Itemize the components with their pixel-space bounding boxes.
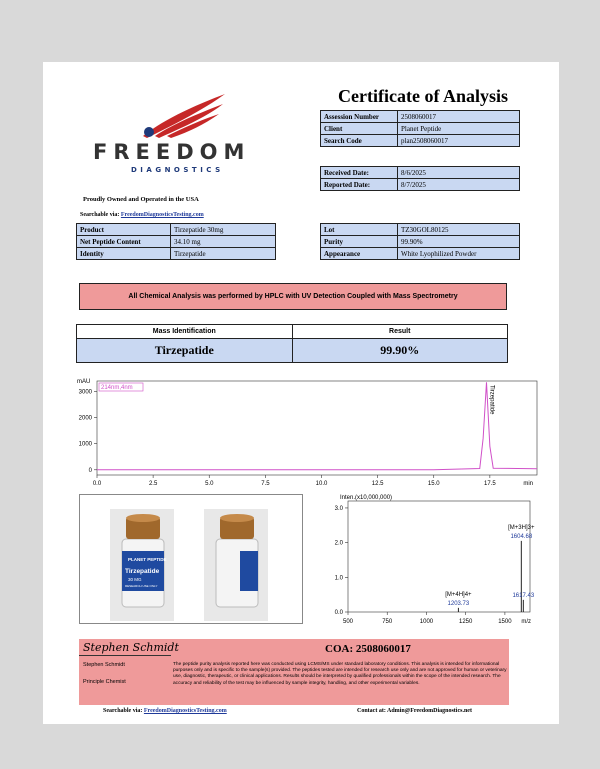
x-tick-label: 5.0 (205, 481, 214, 487)
x-tick-label: 7.5 (261, 481, 270, 487)
searchable-link[interactable]: FreedomDiagnosticsTesting.com (120, 212, 204, 218)
label-cell: Assession Number (321, 111, 398, 123)
vial-product: Tirzepatide (125, 568, 160, 575)
chemist-name: Stephen Schmidt (83, 662, 125, 668)
x-tick-label: 10.0 (315, 481, 328, 487)
certificate-page (43, 62, 559, 724)
y-tick-label: 3.0 (334, 505, 343, 512)
searchable-label: Searchable via: (80, 212, 120, 218)
table-row (321, 248, 520, 260)
table-row (321, 135, 520, 147)
value-cell: Tirzepatide (171, 248, 276, 260)
mass-identification-table (76, 324, 508, 363)
label-cell: Product (77, 224, 171, 236)
analysis-banner: All Chemical Analysis was performed by HPLC with UV Detection Coupled with Mass Spectrometry (79, 283, 507, 310)
eagle-flag-logo-icon (133, 92, 233, 140)
footer-contact: Contact at: Admin@FreedomDiagnostics.net (357, 708, 472, 714)
table-row (77, 236, 276, 248)
value-cell: 99.90% (398, 236, 520, 248)
label-cell: Appearance (321, 248, 398, 260)
logo-name: FREEDOM (93, 140, 251, 164)
searchable-top (80, 212, 204, 218)
peak-mz-label: 1617.43 (512, 592, 535, 599)
mass-spectrum (298, 491, 538, 631)
vial-illustration (80, 495, 302, 623)
table-row (77, 325, 508, 339)
vial-back (216, 514, 258, 607)
y-tick-label: 3000 (78, 389, 92, 396)
chemist-role: Principle Chemist (83, 679, 126, 685)
plot-frame (348, 501, 533, 612)
y-axis-label: Inten.(x10,000,000) (340, 495, 393, 501)
label-cell: Client (321, 123, 398, 135)
chromatogram-trace (97, 382, 537, 469)
result-header: Result (292, 325, 508, 339)
value-cell: 8/6/2025 (398, 167, 520, 179)
footer-search-label: Searchable via: (103, 708, 143, 714)
value-cell: Tirzepatide 30mg (171, 224, 276, 236)
legend-label: 214nm,4nm (101, 385, 133, 391)
product-table (76, 223, 276, 260)
y-tick-label: 1.0 (334, 575, 343, 582)
signature: Stephen Schmidt (83, 641, 179, 654)
footer-search (103, 708, 227, 714)
lot-table (320, 223, 520, 260)
identity-value: Tirzepatide (77, 339, 293, 363)
x-axis-unit: m/z (521, 619, 531, 625)
table-row (77, 339, 508, 363)
logo-tagline: DIAGNOSTICS (131, 166, 224, 174)
x-tick-label: 1000 (419, 619, 434, 625)
peak-mz-label: 1203.73 (447, 600, 470, 607)
label-cell: Purity (321, 236, 398, 248)
footer-search-link[interactable]: FreedomDiagnosticsTesting.com (143, 708, 227, 714)
label-cell: Lot (321, 224, 398, 236)
x-tick-label: 500 (342, 619, 354, 625)
accession-table (320, 110, 520, 147)
table-row (77, 248, 276, 260)
x-tick-label: 0.0 (92, 481, 102, 487)
y-tick-label: 2000 (78, 415, 92, 422)
table-row (321, 224, 520, 236)
value-cell: TZ30GOL80125 (398, 224, 520, 236)
x-tick-label: 750 (382, 619, 393, 625)
x-tick-label: 15.0 (427, 481, 440, 487)
value-cell: 2508060017 (398, 111, 520, 123)
table-row (321, 167, 520, 179)
x-tick-label: 12.5 (371, 481, 384, 487)
table-row (77, 224, 276, 236)
x-axis-unit: min (523, 481, 533, 487)
value-cell: Planet Peptide (398, 123, 520, 135)
y-tick-label: 0 (88, 467, 92, 474)
label-cell: Reported Date: (321, 179, 398, 191)
table-row (321, 123, 520, 135)
hplc-chromatogram (63, 367, 543, 491)
peak-mz-label: 1604.68 (510, 533, 533, 540)
label-cell: Search Code (321, 135, 398, 147)
vial-note: RESEARCH USE ONLY (125, 584, 158, 588)
x-tick-label: 1500 (498, 619, 512, 625)
peak-ion-label: [M+3H]3+ (508, 524, 535, 531)
peak-ion-label: [M+4H]4+ (445, 591, 472, 598)
disclaimer: The peptide purity analysis reported here was conducted using LCMS/MS under standard laboratory conditions. This analysis is intended for informational purposes only and is specific to the sample(s) provided. The peptides tested are intended for research use only and are not approved for human or veterinary use, diagnostic, therapeutic, or clinical applications. Results should be interpreted by qualified professionals within the scope of the intended research. The accuracy and reliability of the test may be influenced by sample integrity, handling, and other experimental variables. (173, 662, 507, 686)
dates-table (320, 166, 520, 191)
x-tick-label: 1250 (458, 619, 473, 625)
signature-line (79, 655, 171, 656)
coa-number: COA: 2508060017 (325, 643, 411, 655)
owned-text: Proudly Owned and Operated in the USA (83, 196, 199, 203)
y-tick-label: 0.0 (334, 610, 343, 616)
table-row (321, 179, 520, 191)
table-row (321, 236, 520, 248)
vial-brand: PLANET PEPTIDE (128, 557, 167, 562)
x-tick-label: 17.5 (484, 481, 496, 487)
vial-photo (79, 494, 303, 624)
mass-id-header: Mass Identification (77, 325, 293, 339)
label-cell: Received Date: (321, 167, 398, 179)
page-title: Certificate of Analysis (338, 86, 508, 106)
label-cell: Net Peptide Content (77, 236, 171, 248)
label-cell: Identity (77, 248, 171, 260)
result-value: 99.90% (292, 339, 508, 363)
value-cell: 8/7/2025 (398, 179, 520, 191)
value-cell: 34.10 mg (171, 236, 276, 248)
y-axis-label: mAU (77, 379, 91, 385)
vial-dose: 30 MG (128, 577, 142, 582)
y-tick-label: 2.0 (334, 540, 343, 547)
table-row (321, 111, 520, 123)
y-tick-label: 1000 (78, 441, 92, 448)
x-tick-label: 2.5 (148, 481, 158, 487)
value-cell: White Lyophilized Powder (398, 248, 520, 260)
value-cell: plan2508060017 (398, 135, 520, 147)
plot-frame (97, 381, 537, 475)
peak-label: Tirzepatide (488, 385, 495, 415)
